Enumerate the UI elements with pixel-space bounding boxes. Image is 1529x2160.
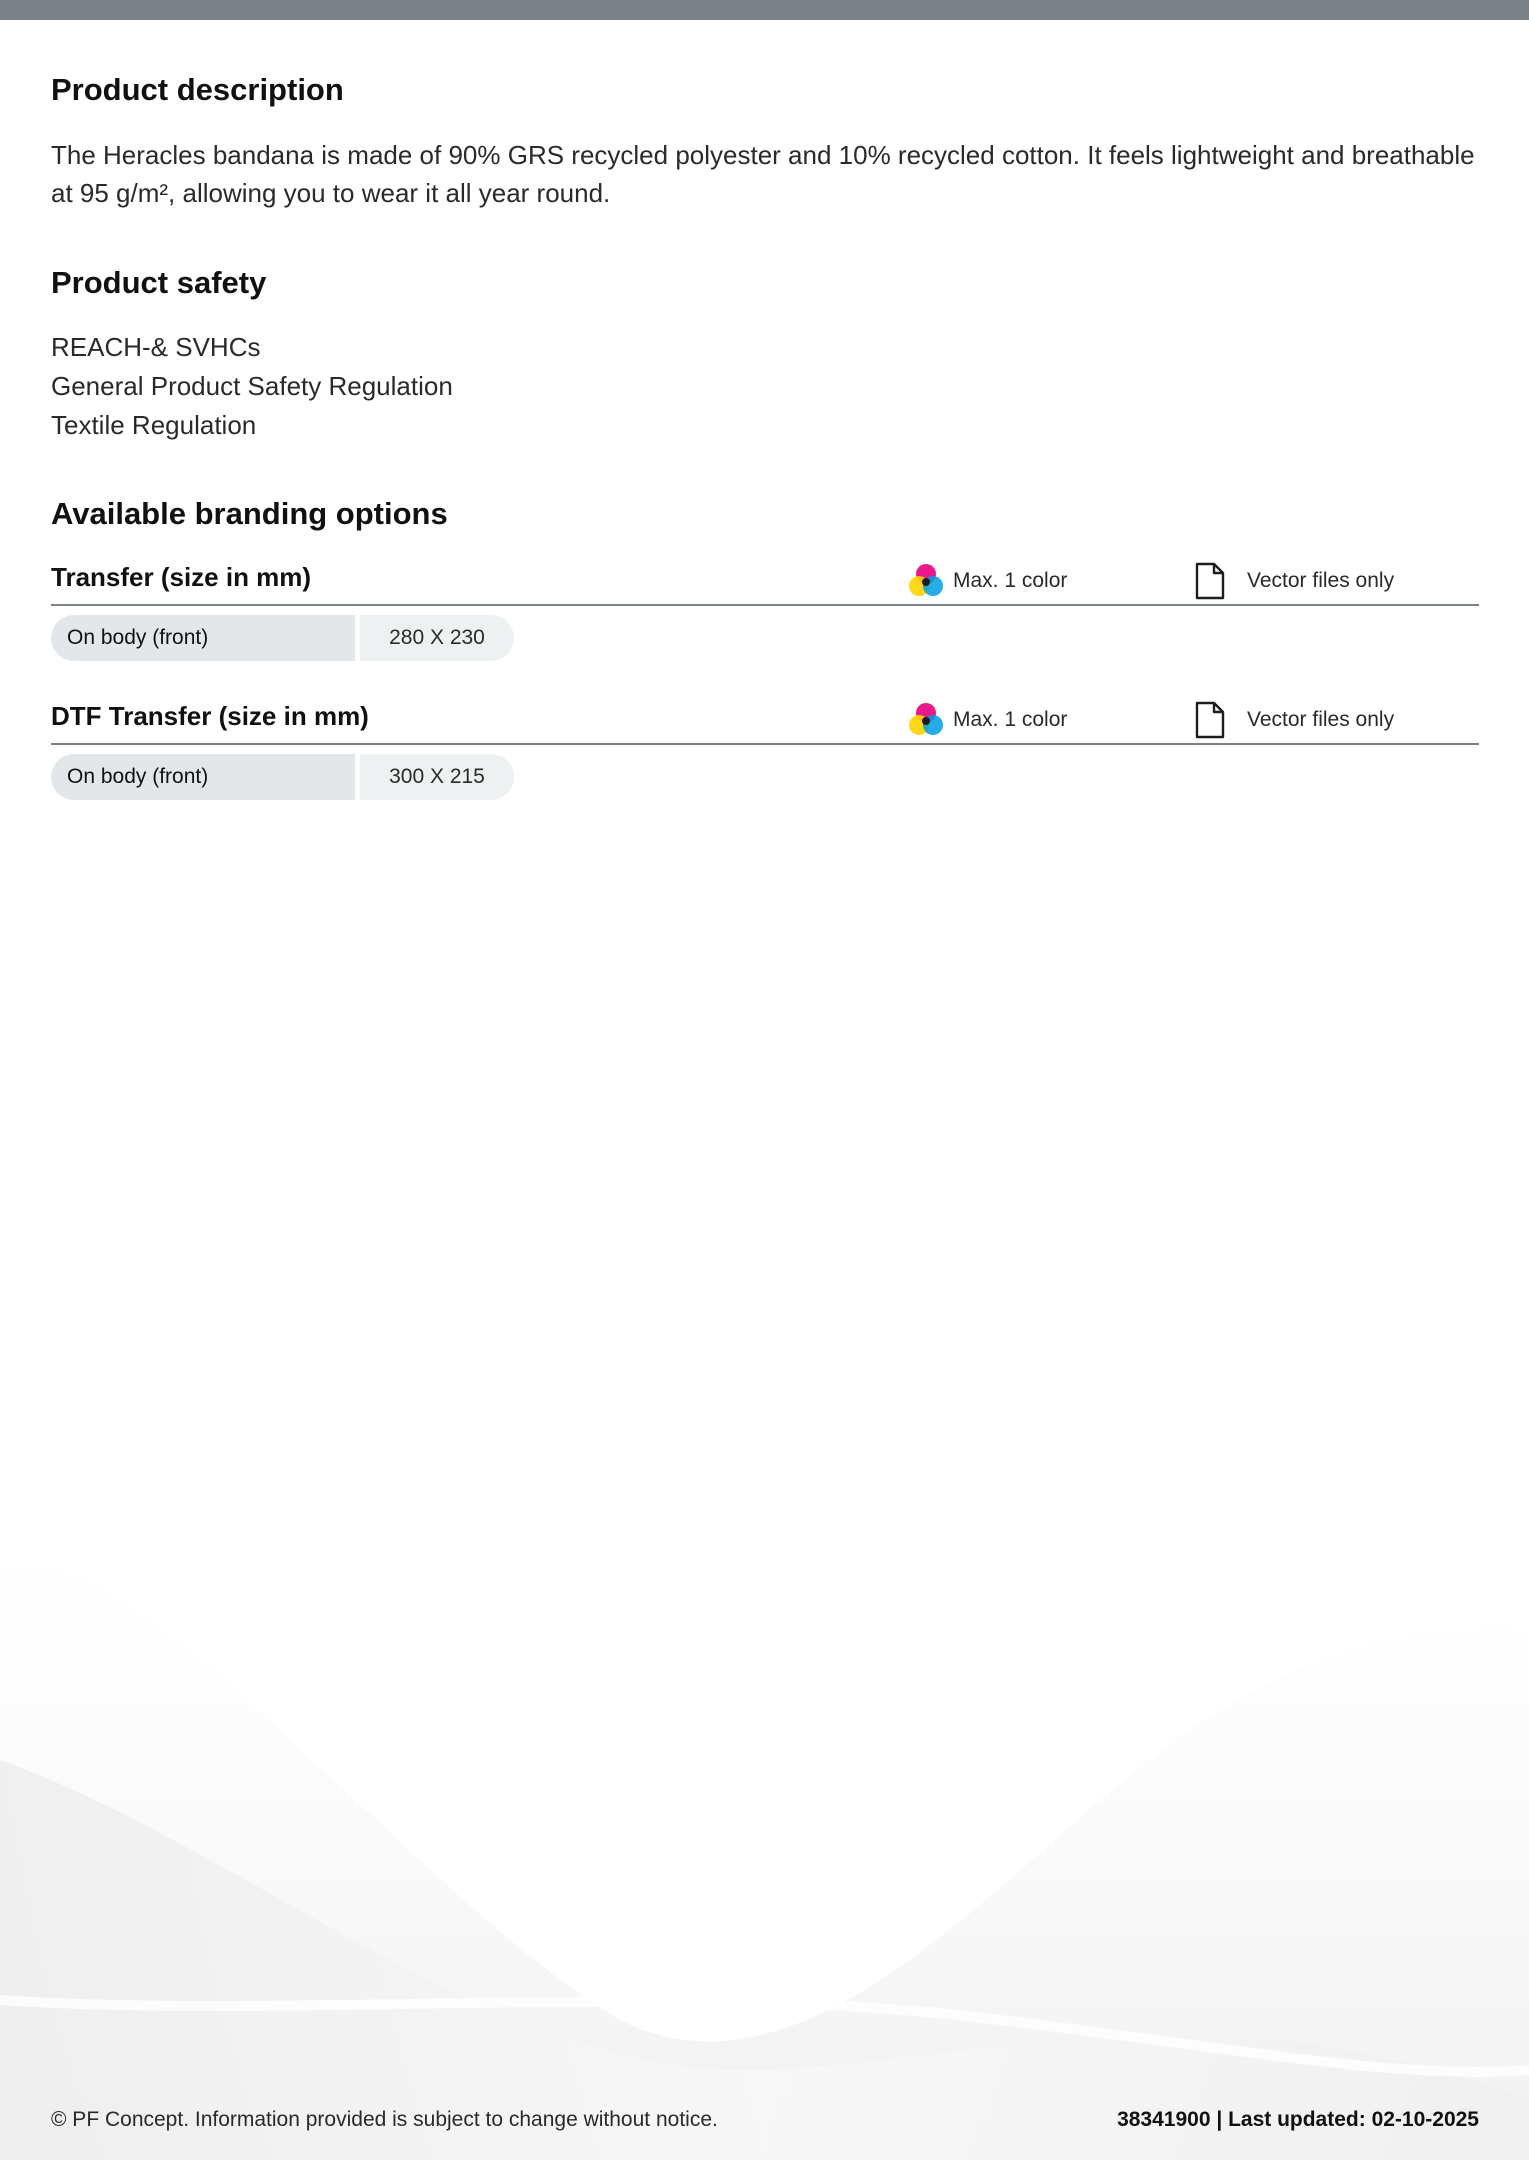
- branding-option-transfer: [51, 562, 1479, 662]
- branding-position-row: [51, 754, 1479, 800]
- position-size: 300 X 215: [360, 754, 514, 800]
- branding-option-dtf-transfer: [51, 701, 1479, 801]
- safety-list: [51, 328, 453, 445]
- document-icon: [1195, 701, 1225, 739]
- branding-position-row: [51, 615, 1479, 661]
- branding-heading: Available branding options: [51, 496, 448, 531]
- safety-heading: Product safety: [51, 265, 267, 300]
- color-spec-label: Max. 1 color: [953, 569, 1068, 592]
- branding-option-header: [51, 562, 1479, 606]
- description-text: The Heracles bandana is made of 90% GRS recycled polyester and 10% recycled cotton. It feels lightweight and breathable at 95 g/m², allowing you to wear it all year round.: [51, 140, 1475, 208]
- branding-option-header: [51, 701, 1479, 745]
- document-icon: [1195, 562, 1225, 600]
- top-bar: [0, 0, 1529, 20]
- position-size: 280 X 230: [360, 615, 514, 661]
- position-label: On body (front): [51, 615, 355, 661]
- last-updated: Last updated: 02-10-2025: [1228, 2108, 1479, 2131]
- color-circles-icon: [907, 701, 945, 739]
- safety-item: REACH-& SVHCs: [51, 332, 261, 362]
- file-spec: [1195, 562, 1394, 600]
- color-spec-label: Max. 1 color: [953, 708, 1068, 731]
- file-spec: [1195, 701, 1394, 739]
- background-wave: [0, 1380, 1529, 2160]
- footer-meta: [1117, 2108, 1479, 2132]
- footer-separator: |: [1210, 2108, 1229, 2131]
- footer-copyright: © PF Concept. Information provided is subject to change without notice.: [51, 2108, 718, 2131]
- position-label: On body (front): [51, 754, 355, 800]
- color-spec: [907, 701, 1067, 739]
- footer: [51, 2108, 1479, 2138]
- file-spec-label: Vector files only: [1247, 708, 1395, 731]
- file-spec-label: Vector files only: [1247, 569, 1395, 592]
- branding-option-title: DTF Transfer (size in mm): [51, 701, 369, 731]
- branding-option-title: Transfer (size in mm): [51, 562, 312, 592]
- safety-item: General Product Safety Regulation: [51, 371, 453, 401]
- item-code: 38341900: [1117, 2108, 1211, 2131]
- color-circles-icon: [907, 562, 945, 600]
- description-heading: Product description: [51, 72, 344, 107]
- color-spec: [907, 562, 1067, 600]
- safety-item: Textile Regulation: [51, 410, 257, 440]
